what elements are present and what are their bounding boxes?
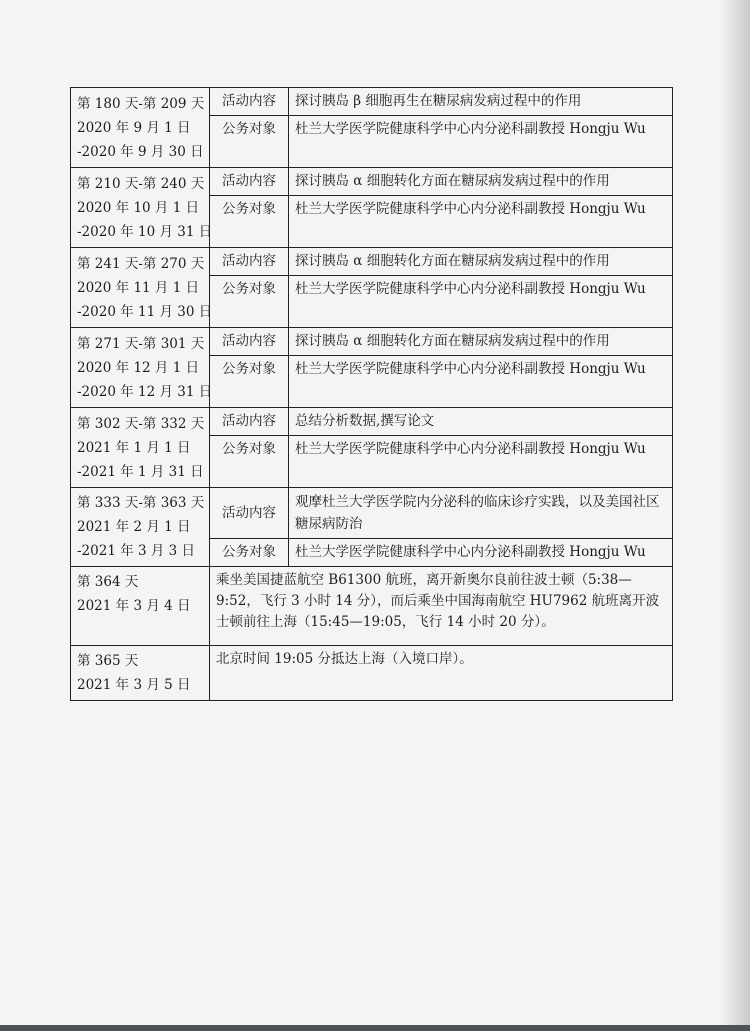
date-to: -2020 年 10 月 31 日 (77, 223, 213, 240)
target-content: 杜兰大学医学院健康科学中心内分泌科副教授 Hongju Wu (289, 196, 673, 248)
period-cell (71, 88, 210, 168)
date-to: -2021 年 1 月 31 日 (77, 463, 204, 480)
table-row (71, 168, 673, 196)
table-row (71, 646, 673, 701)
target-label: 公务对象 (210, 539, 289, 567)
travel-content: 乘坐美国捷蓝航空 B61300 航班，离开新奥尔良前往波士顿（5:38—9:52，飞行 3 小时 14 分），而后乘坐中国海南航空 HU7962 航班离开波士顿前往上海（15:45—19:05，飞行 14 小时 20 分）。 (210, 567, 673, 646)
table-row (71, 88, 673, 116)
activity-content: 探讨胰岛 α 细胞转化方面在糖尿病发病过程中的作用 (289, 328, 673, 356)
activity-label: 活动内容 (210, 88, 289, 116)
table-row (71, 328, 673, 356)
activity-content: 观摩杜兰大学医学院内分泌科的临床诊疗实践，以及美国社区糖尿病防治 (289, 488, 673, 539)
target-content: 杜兰大学医学院健康科学中心内分泌科副教授 Hongju Wu (289, 436, 673, 488)
date-from: 2020 年 11 月 1 日 (77, 279, 200, 296)
target-label: 公务对象 (210, 196, 289, 248)
date-from: 2021 年 1 月 1 日 (77, 439, 191, 456)
activity-content: 探讨胰岛 β 细胞再生在糖尿病发病过程中的作用 (289, 88, 673, 116)
date-from: 2021 年 2 月 1 日 (77, 519, 191, 535)
target-label: 公务对象 (210, 436, 289, 488)
target-label: 公务对象 (210, 356, 289, 408)
activity-label: 活动内容 (210, 488, 289, 539)
target-content: 杜兰大学医学院健康科学中心内分泌科副教授 Hongju Wu (289, 356, 673, 408)
period-cell (71, 328, 213, 408)
target-content: 杜兰大学医学院健康科学中心内分泌科副教授 Hongju Wu (289, 539, 673, 567)
table-row (71, 567, 673, 646)
day-label: 第 364 天 (77, 574, 139, 590)
table-row (71, 488, 673, 539)
period-cell (71, 488, 210, 567)
activity-content: 探讨胰岛 α 细胞转化方面在糖尿病发病过程中的作用 (289, 248, 673, 276)
date-from: 2020 年 10 月 1 日 (77, 199, 200, 216)
table-row (71, 408, 673, 436)
day-range: 第 241 天-第 270 天 (77, 255, 205, 272)
day-range: 第 271 天-第 301 天 (77, 335, 205, 352)
activity-label: 活动内容 (210, 328, 289, 356)
activity-label: 活动内容 (210, 168, 289, 196)
date-to: -2020 年 12 月 31 日 (77, 383, 213, 400)
date-label: 2021 年 3 月 5 日 (77, 677, 191, 693)
date-to: -2020 年 11 月 30 日 (77, 303, 213, 320)
period-cell (71, 408, 210, 488)
target-content: 杜兰大学医学院健康科学中心内分泌科副教授 Hongju Wu (289, 116, 673, 168)
table-row (71, 248, 673, 276)
activity-content: 探讨胰岛 α 细胞转化方面在糖尿病发病过程中的作用 (289, 168, 673, 196)
day-range: 第 180 天-第 209 天 (77, 95, 205, 112)
period-cell (71, 646, 210, 701)
day-range: 第 333 天-第 363 天 (77, 495, 205, 511)
target-label: 公务对象 (210, 276, 289, 328)
period-cell (71, 168, 213, 248)
page-edge-shadow (720, 0, 750, 1031)
date-to: -2020 年 9 月 30 日 (77, 143, 204, 160)
day-label: 第 365 天 (77, 653, 139, 669)
period-cell (71, 248, 213, 328)
date-from: 2020 年 9 月 1 日 (77, 119, 191, 136)
day-range: 第 302 天-第 332 天 (77, 415, 205, 432)
target-label: 公务对象 (210, 116, 289, 168)
schedule-table (70, 87, 673, 701)
date-to: -2021 年 3 月 3 日 (77, 543, 196, 559)
scan-bottom-edge (0, 1025, 750, 1031)
date-label: 2021 年 3 月 4 日 (77, 598, 191, 614)
target-content: 杜兰大学医学院健康科学中心内分泌科副教授 Hongju Wu (289, 276, 673, 328)
travel-content: 北京时间 19:05 分抵达上海（入境口岸）。 (210, 646, 673, 701)
activity-label: 活动内容 (210, 248, 289, 276)
day-range: 第 210 天-第 240 天 (77, 175, 205, 192)
date-from: 2020 年 12 月 1 日 (77, 359, 200, 376)
activity-content: 总结分析数据,撰写论文 (289, 408, 673, 436)
activity-label: 活动内容 (210, 408, 289, 436)
period-cell (71, 567, 210, 646)
